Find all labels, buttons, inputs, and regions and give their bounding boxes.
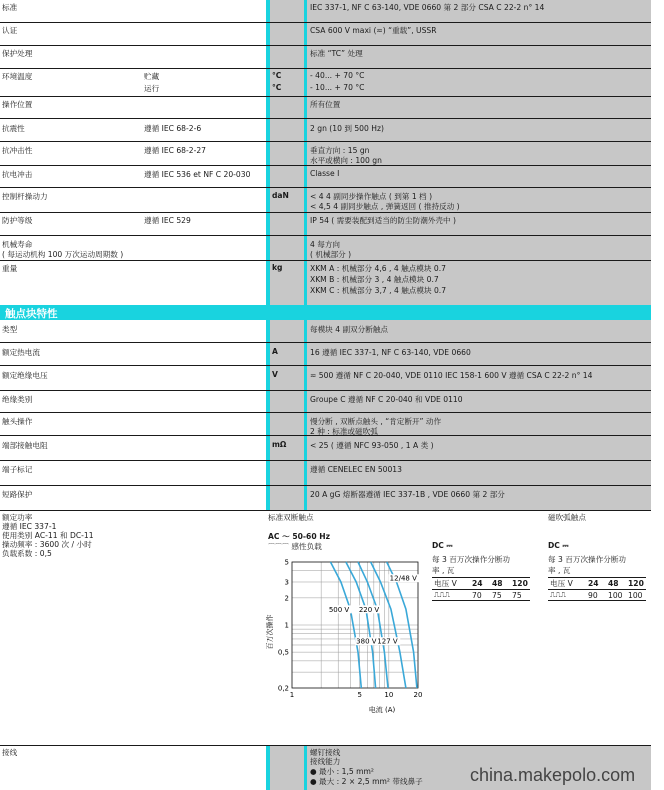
protection-degree-label: 防护等级	[2, 216, 33, 225]
blowout-contact-title: 磁吹弧触点	[548, 513, 586, 522]
y-tick-label: 2	[284, 594, 289, 603]
insulation-voltage-value: ≂ 500 遵循 NF C 20-040, VDE 0110 IEC 158-1 600 V 遵循 CSA C 22-2 n° 14	[310, 371, 593, 380]
std-dc-title: DC ⎓	[432, 541, 453, 550]
y-tick-label: 0,2	[277, 684, 289, 693]
mechanical-life-note: ( 每运动机构 100 万次运动周期数 )	[2, 250, 124, 259]
wiring-label: 接线	[2, 748, 18, 757]
rated-power-line: 操动频率 : 3600 次 / 小时	[2, 540, 92, 549]
vibration-value: 2 gn (10 到 500 Hz)	[310, 124, 384, 133]
position-label: 操作位置	[2, 100, 33, 109]
operation-temp-value: - 10... + 70 °C	[310, 83, 365, 92]
ambient-temp-label: 环境温度	[2, 72, 33, 81]
protection-degree-standard: 遵循 IEC 529	[144, 216, 191, 225]
dc-cell: 100	[608, 590, 623, 600]
weight-xkm-a: XKM A : 机械部分 4,6 , 4 触点模块 0.7	[310, 264, 446, 273]
dc-header-cell: 48	[492, 579, 503, 588]
blowout-dc-desc2: 率 , 瓦	[548, 566, 571, 575]
chart-y-label: 百万次操作	[266, 614, 274, 650]
y-tick-label: 3	[284, 578, 289, 587]
wiring-bullet-min: ● 最小 : 1,5 mm²	[310, 767, 374, 776]
inductive-load-icon: ⌒⌒⌒	[268, 543, 289, 551]
short-circuit-label: 短路保护	[2, 490, 33, 499]
temp-unit: °C	[272, 83, 282, 92]
blowout-dc-title: DC ⎓	[548, 541, 569, 550]
y-tick-label: 1	[284, 621, 289, 630]
x-tick-label: 10	[384, 691, 394, 699]
operation-label: 运行	[144, 84, 160, 93]
shock-vertical-value: 垂直方向 : 15 gn	[310, 146, 370, 155]
thermal-current-label: 额定热电流	[2, 348, 40, 357]
terminal-marking-label: 端子标记	[2, 465, 33, 474]
weight-unit: kg	[272, 263, 283, 272]
type-label: 类型	[2, 325, 18, 334]
rated-power-line: 遵循 IEC 337-1	[2, 522, 57, 531]
x-tick-label: 20	[413, 691, 423, 699]
watermark: china.makepolo.com	[470, 765, 636, 785]
insulation-group-label: 绝缘类别	[2, 395, 33, 404]
std-dc-block	[432, 541, 530, 601]
y-tick-label: 0,5	[277, 648, 289, 657]
weight-xkm-b: XKM B : 机械部分 3 , 4 触点模块 0.7	[310, 275, 439, 284]
terminal-marking-value: 遵循 CENELEC EN 50013	[310, 465, 402, 474]
type-value: 每模块 4 副双分断触点	[310, 325, 389, 334]
standards-label: 标准	[2, 3, 18, 12]
dc-cell: 75	[512, 590, 522, 600]
shock-horizontal-value: 水平或横向 : 100 gn	[310, 156, 382, 165]
dc-load-icon: ⎍⎍⎍	[550, 590, 566, 599]
wiring-max-text: 最大 : 2 × 2,5 mm² 带线鼻子	[319, 777, 423, 786]
y-tick-label: 5	[284, 558, 289, 567]
storage-label: 贮藏	[144, 72, 160, 81]
electric-shock-standard: 遵循 IEC 536 et NF C 20-030	[144, 170, 251, 179]
force-unit: daN	[272, 191, 289, 200]
mechanical-life-value: 4 每方向	[310, 240, 341, 249]
section-title: 触点块特性	[5, 308, 58, 320]
weight-label: 重量	[2, 264, 18, 273]
wiring-min-text: 最小 : 1,5 mm²	[319, 767, 374, 776]
weight-xkm-c: XKM C : 机械部分 3,7 , 4 触点模块 0.7	[310, 286, 447, 295]
unit-column	[270, 745, 304, 790]
position-value: 所有位置	[310, 100, 341, 109]
dc-cell: 100	[628, 590, 643, 600]
certification-label: 认证	[2, 26, 18, 35]
ac-subtitle	[268, 541, 322, 552]
electric-shock-value: Classe I	[310, 169, 340, 178]
ac-subtitle-text: 感性负载	[291, 542, 322, 551]
std-dc-table	[432, 577, 530, 601]
protection-degree-value: IP 54 ( 需要装配到适当的防尘防潮外壳中 )	[310, 216, 456, 225]
current-unit: A	[272, 347, 278, 356]
contact-operation-label: 触头操作	[2, 417, 33, 426]
resistance-unit: mΩ	[272, 440, 287, 449]
contact-resistance-label: 端部接触电阻	[2, 441, 48, 450]
series-label: 220 V	[358, 605, 380, 614]
insulation-voltage-label: 额定绝缘电压	[2, 371, 48, 380]
x-tick-label: 1	[289, 691, 295, 699]
series-label: 127 V	[377, 637, 398, 646]
dc-header-cell: 电压 V	[434, 579, 457, 588]
lifetime-chart	[262, 552, 432, 722]
dc-header-cell: 24	[588, 579, 599, 588]
section-header	[0, 305, 651, 320]
voltage-unit: V	[272, 370, 278, 379]
dc-header-cell: 48	[608, 579, 619, 588]
mechanical-life-sub: ( 机械部分 )	[310, 250, 352, 259]
thermal-current-value: 16 遵循 IEC 337-1, NF C 63-140, VDE 0660	[310, 348, 471, 357]
series-label: 500 V	[328, 605, 350, 614]
rated-power-line: 负载系数 : 0,5	[2, 549, 52, 558]
chart-x-label: 电流 (A)	[368, 706, 396, 714]
blowout-dc-block	[548, 541, 646, 601]
short-circuit-value: 20 A gG 熔断器遵循 IEC 337-1B , VDE 0660 第 2 部分	[310, 490, 505, 499]
temp-unit: °C	[272, 71, 282, 80]
contact-operation-value: 慢分断 , 双断点触头 , “肯定断开” 动作	[310, 417, 442, 426]
protection-value: 标准 “TC” 处理	[310, 49, 363, 58]
wiring-value-2: 接线能力	[310, 757, 341, 766]
lever-force-value-1: < 4 4 副同步操作触点 ( 到第 1 档 )	[310, 192, 433, 201]
blowout-dc-desc1: 每 3 百万次操作分断功	[548, 555, 627, 564]
x-tick-label: 5	[357, 691, 362, 699]
dc-header-cell: 电压 V	[550, 579, 573, 588]
shock-label: 抗冲击性	[2, 146, 33, 155]
lever-force-label: 控制杆操动力	[2, 192, 48, 201]
series-label: 380 V	[356, 637, 377, 646]
std-contact-title: 标准双断触点	[268, 513, 314, 522]
certification-value: CSA 600 V maxi (≂) “重载”, USSR	[310, 26, 437, 35]
lever-force-value-2: < 4,5 4 副同步触点 , 弹簧返回 ( 推持反动 )	[310, 202, 460, 211]
std-dc-desc1: 每 3 百万次操作分断功	[432, 555, 511, 564]
contact-operation-types: 2 种 : 标准或磁吹弧	[310, 427, 378, 436]
mechanical-life-label: 机械寿命	[2, 240, 33, 249]
dc-cell: 75	[492, 590, 502, 600]
dc-cell: 70	[472, 590, 482, 600]
dc-header-cell: 24	[472, 579, 483, 588]
electric-shock-label: 抗电冲击	[2, 170, 33, 179]
rated-power-line: 额定功率	[2, 513, 33, 522]
dc-load-icon: ⎍⎍⎍	[434, 590, 450, 599]
shock-standard: 遵循 IEC 68-2-27	[144, 146, 206, 155]
protection-label: 保护处理	[2, 49, 33, 58]
contact-resistance-value: < 25 ( 遵循 NFC 93-050 , 1 A 类 )	[310, 441, 434, 450]
rated-power-line: 使用类别 AC-11 和 DC-11	[2, 531, 94, 540]
vibration-standard: 遵循 IEC 68-2-6	[144, 124, 202, 133]
standards-value: IEC 337-1, NF C 63-140, VDE 0660 第 2 部分 CSA C 22-2 n° 14	[310, 3, 545, 12]
blowout-dc-table	[548, 577, 646, 601]
std-dc-desc2: 率 , 瓦	[432, 566, 455, 575]
vibration-label: 抗震性	[2, 124, 25, 133]
dc-cell: 90	[588, 590, 598, 600]
wiring-value-1: 螺钉接线	[310, 748, 341, 757]
series-label: 12/48 V	[389, 574, 417, 583]
dc-header-cell: 120	[628, 579, 644, 588]
ac-title: AC ～ 50-60 Hz	[268, 532, 331, 541]
storage-temp-value: - 40... + 70 °C	[310, 71, 365, 80]
wiring-bullet-max: ● 最大 : 2 × 2,5 mm² 带线鼻子	[310, 777, 423, 786]
dc-header-cell: 120	[512, 579, 528, 588]
insulation-group-value: Groupe C 遵循 NF C 20-040 和 VDE 0110	[310, 395, 463, 404]
